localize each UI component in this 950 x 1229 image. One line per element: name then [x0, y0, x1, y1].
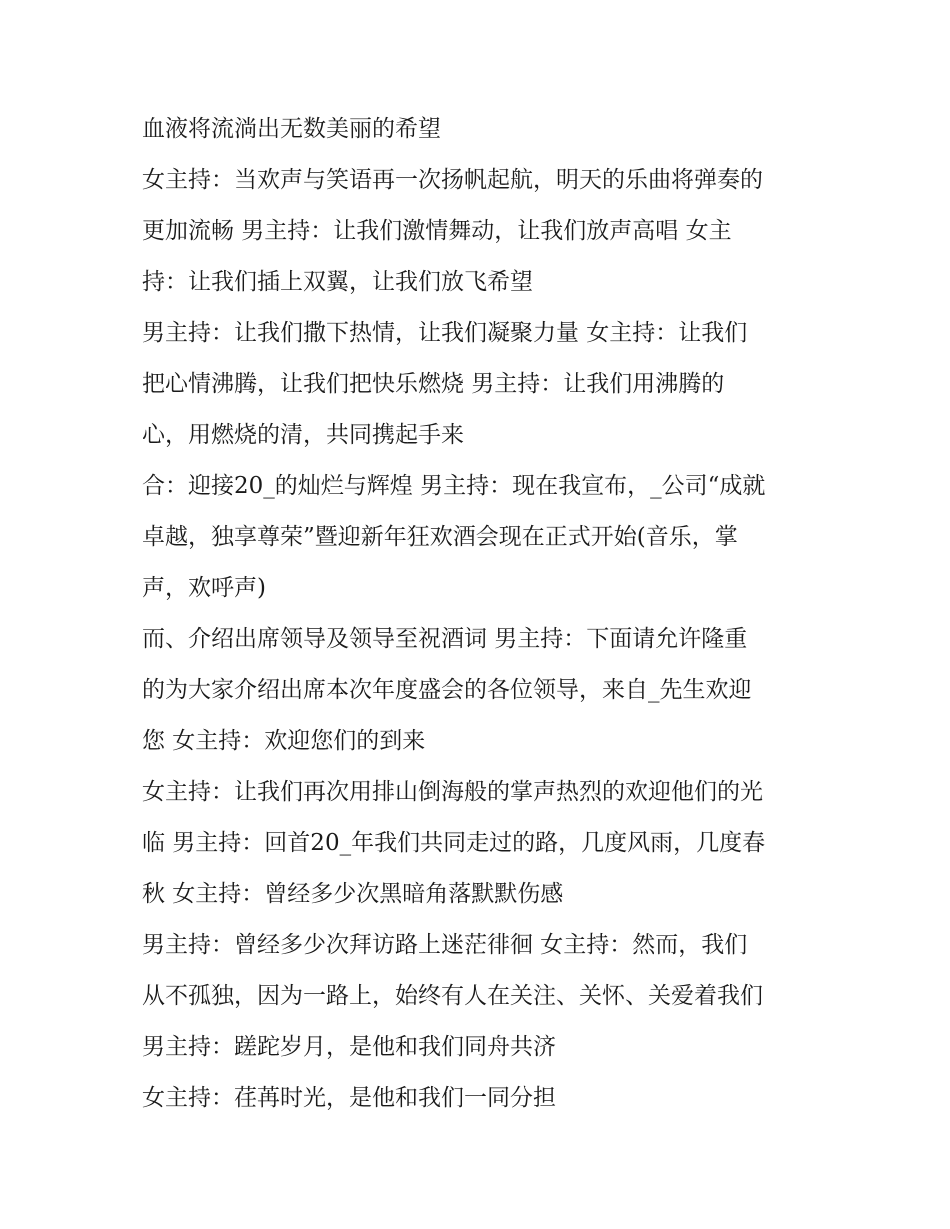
text-line: 男主持：让我们撒下热情，让我们凝聚力量 女主持：让我们 — [142, 320, 748, 346]
text-line: 把心情沸腾，让我们把快乐燃烧 男主持：让我们用沸腾的 — [142, 371, 725, 397]
text-line: 女主持：荏苒时光，是他和我们一同分担 — [142, 1085, 556, 1111]
text-line: 临 男主持：回首20_年我们共同走过的路，几度风雨，几度春 — [142, 830, 766, 856]
text-line: 您 女主持：欢迎您们的到来 — [142, 728, 426, 754]
text-line: 持：让我们插上双翼，让我们放飞希望 — [142, 269, 533, 295]
text-line: 男主持：蹉跎岁月，是他和我们同舟共济 — [142, 1034, 556, 1060]
text-line: 从不孤独，因为一路上，始终有人在关注、关怀、关爱着我们 — [142, 983, 763, 1009]
text-line: 心，用燃烧的清，共同携起手来 — [142, 422, 464, 448]
text-line: 女主持：当欢声与笑语再一次扬帆起航，明天的乐曲将弹奏的 — [142, 167, 763, 193]
text-line: 而、介绍出席领导及领导至祝酒词 男主持：下面请允许隆重 — [142, 626, 748, 652]
text-line: 的为大家介绍出席本次年度盛会的各位领导，来自_先生欢迎 — [142, 677, 752, 703]
text-line: 合：迎接20_的灿烂与辉煌 男主持：现在我宣布，_公司“成就 — [142, 473, 766, 499]
text-line: 秋 女主持：曾经多少次黑暗角落默默伤感 — [142, 881, 564, 907]
text-line: 更加流畅 男主持：让我们激情舞动，让我们放声高唱 女主 — [142, 218, 732, 244]
text-line: 男主持：曾经多少次拜访路上迷茫徘徊 女主持：然而，我们 — [142, 932, 748, 958]
text-line: 血液将流淌出无数美丽的希望 — [142, 116, 441, 142]
text-line: 卓越，独享尊荣”暨迎新年狂欢酒会现在正式开始(音乐，掌 — [142, 524, 738, 550]
text-line: 女主持：让我们再次用排山倒海般的掌声热烈的欢迎他们的光 — [142, 779, 763, 805]
document-body — [142, 104, 822, 1124]
text-line: 声，欢呼声) — [142, 575, 266, 601]
